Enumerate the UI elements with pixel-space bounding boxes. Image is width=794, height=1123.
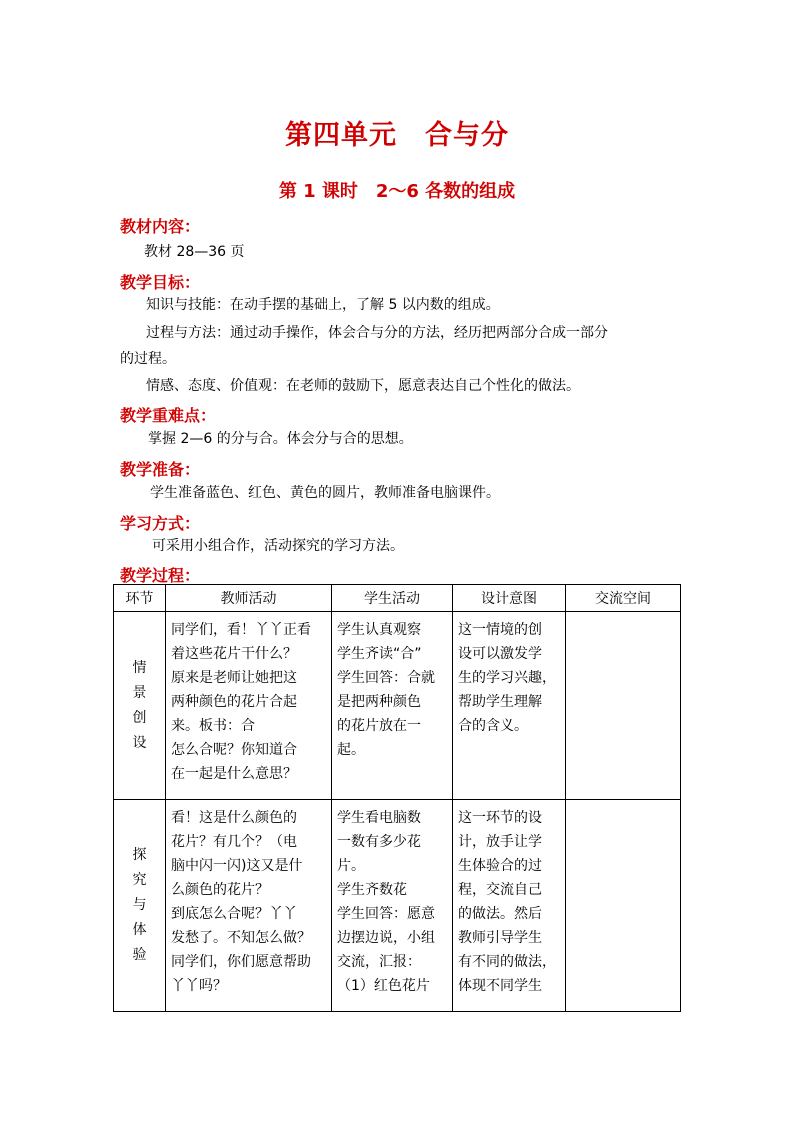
exchange-space-cell	[566, 612, 681, 800]
goals-heading: 教学目标：	[120, 273, 201, 292]
student-activity-cell	[332, 612, 453, 800]
intent-line: 设可以激发学	[458, 646, 542, 662]
intent-line: 帮助学生理解	[458, 694, 542, 710]
exchange-space-cell	[566, 800, 681, 1012]
key-points-text: 掌握 2—6 的分与合。体会分与合的思想。	[148, 431, 413, 447]
teacher-line: 两种颜色的花片合起	[171, 694, 297, 710]
student-line: 学生齐读“合”	[337, 646, 422, 662]
method-text: 可采用小组合作，活动探究的学习方法。	[152, 538, 404, 554]
intent-line: 教师引导学生	[458, 930, 542, 946]
preparation-text: 学生准备蓝色、红色、黄色的圆片，教师准备电脑课件。	[150, 485, 500, 501]
teacher-line: 怎么合呢？你知道合	[171, 742, 297, 758]
teacher-line: 在一起是什么意思？	[171, 766, 297, 782]
teacher-activity-cell	[166, 612, 332, 800]
teacher-line: 脑中闪一闪)这又是什	[171, 858, 303, 874]
teacher-line: 么颜色的花片？	[171, 882, 269, 898]
intent-line: 合的含义。	[458, 718, 528, 734]
design-intent-cell	[453, 800, 566, 1012]
process-table	[113, 584, 681, 1012]
teacher-line: 丫丫吗？	[171, 978, 227, 994]
teacher-line: 看！这是什么颜色的	[171, 810, 297, 826]
stage-cell	[114, 612, 166, 800]
intent-line: 程，交流自己	[458, 882, 542, 898]
student-line: 边摆边说，小组	[337, 930, 435, 946]
method-heading: 学习方式：	[120, 514, 201, 533]
goals-line-2: 过程与方法：通过动手操作，体会合与分的方法，经历把两部分合成一部分	[146, 325, 608, 341]
header-teacher: 教师活动	[166, 585, 332, 612]
student-line: 学生齐数花	[337, 882, 407, 898]
intent-line: 体现不同学生	[458, 978, 542, 994]
header-intent: 设计意图	[453, 585, 566, 612]
design-intent-cell	[453, 612, 566, 800]
intent-line: 这一情境的创	[458, 622, 542, 638]
goals-line-1: 知识与技能：在动手摆的基础上，了解 5 以内数的组成。	[146, 297, 500, 313]
student-line: 是把两种颜色	[337, 694, 421, 710]
student-line: 学生认真观察	[337, 622, 421, 638]
teacher-line: 同学们，你们愿意帮助	[171, 954, 311, 970]
header-space: 交流空间	[566, 585, 681, 612]
teacher-line: 发愁了。不知怎么做？	[171, 930, 311, 946]
teacher-line: 花片？有几个？（电	[171, 834, 297, 850]
teacher-line: 来。板书：合	[171, 718, 255, 734]
header-stage: 环节	[114, 585, 166, 612]
teacher-line: 着这些花片干什么？	[171, 646, 297, 662]
student-line: 片。	[337, 858, 365, 874]
teacher-line: 原来是老师让她把这	[171, 670, 297, 686]
goals-line-3: 的过程。	[120, 351, 176, 367]
student-line: 学生回答：愿意	[337, 906, 435, 922]
stage-cell	[114, 800, 166, 1012]
student-line: 的花片放在一	[337, 718, 421, 734]
student-line: 起。	[337, 742, 365, 758]
key-points-heading: 教学重难点：	[120, 406, 217, 425]
preparation-heading: 教学准备：	[120, 460, 201, 479]
intent-line: 的做法。然后	[458, 906, 542, 922]
stage-label: 情景创设	[132, 659, 147, 751]
intent-line: 生的学习兴趣，	[458, 670, 556, 686]
teacher-line: 同学们，看！丫丫正看	[171, 622, 311, 638]
student-line: （1）红色花片	[337, 978, 430, 994]
goals-line-4: 情感、态度、价值观：在老师的鼓励下，愿意表达自己个性化的做法。	[146, 378, 580, 394]
student-line: 学生回答：合就	[337, 670, 435, 686]
table-row	[114, 800, 681, 1012]
teacher-activity-cell	[166, 800, 332, 1012]
student-activity-cell	[332, 800, 453, 1012]
student-line: 学生看电脑数	[337, 810, 421, 826]
intent-line: 计，放手让学	[458, 834, 542, 850]
content-text: 教材 28—36 页	[144, 244, 245, 260]
intent-line: 有不同的做法，	[458, 954, 556, 970]
student-line: 交流，汇报：	[337, 954, 421, 970]
content-heading: 教材内容：	[120, 217, 201, 236]
student-line: 一数有多少花	[337, 834, 421, 850]
unit-title: 第四单元 合与分	[285, 120, 509, 151]
teacher-line: 到底怎么合呢？丫丫	[171, 906, 297, 922]
lesson-subtitle: 第 1 课时 2～6 各数的组成	[278, 181, 516, 202]
table-row	[114, 612, 681, 800]
intent-line: 生体验合的过	[458, 858, 542, 874]
header-student: 学生活动	[332, 585, 453, 612]
intent-line: 这一环节的设	[458, 810, 542, 826]
table-header-row	[114, 585, 681, 612]
process-heading: 教学过程：	[120, 566, 201, 585]
stage-label: 探究与体验	[132, 847, 147, 963]
